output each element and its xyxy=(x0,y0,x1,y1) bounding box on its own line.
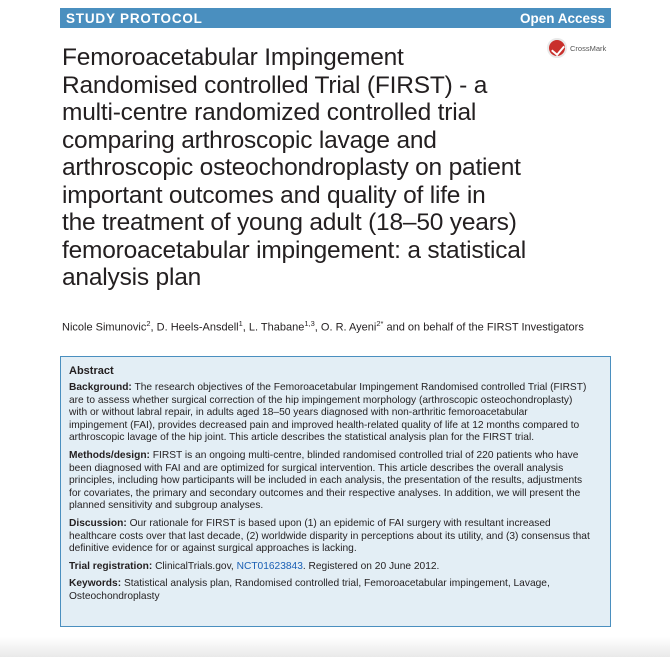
page-bottom-shadow xyxy=(0,637,670,657)
abstract-methods xyxy=(69,450,603,513)
author-affiliation: 2* xyxy=(376,319,384,328)
section-label: Methods/design: xyxy=(69,449,150,461)
abstract-registration xyxy=(69,561,603,574)
abstract-background xyxy=(69,382,603,445)
section-label: Trial registration: xyxy=(69,560,153,572)
text-line: Statistical analysis plan, Randomised controlled trial, Femoroacetabular impingement, Lavage, xyxy=(123,578,550,590)
text-line: impingement (FAI), provides decreased pain and improved health-related quality of life at 12 months compared to xyxy=(69,419,580,431)
article-type-banner xyxy=(60,8,611,28)
author-affiliation: 1 xyxy=(238,319,243,328)
author-group: and on behalf of the FIRST Investigators xyxy=(386,321,584,334)
title-line: Femoroacetabular Impingement xyxy=(62,44,404,71)
author-name[interactable]: D. Heels-Ansdell xyxy=(156,321,239,334)
text-line: principles, including how participants will be included in each analysis, the presentation of the results, adjustments xyxy=(69,475,583,487)
text-line: planned sensitivity and subgroup analyses. xyxy=(69,500,264,512)
article-title xyxy=(62,44,582,292)
author-name[interactable]: O. R. Ayeni xyxy=(320,321,377,334)
title-line: the treatment of young adult (18–50 years) xyxy=(62,209,517,236)
open-access-label: Open Access xyxy=(519,10,605,26)
crossmark-label: CrossMark xyxy=(570,43,607,53)
title-line: arthroscopic osteochondroplasty on patient xyxy=(62,154,521,181)
text-line: The research objectives of the Femoroacetabular Impingement Randomised controlled Trial (FIRST) xyxy=(134,382,587,393)
abstract-heading: Abstract xyxy=(69,365,114,377)
trial-registration-link[interactable]: NCT01623843 xyxy=(236,560,303,572)
abstract-keywords xyxy=(69,578,603,603)
text-line: FIRST is an ongoing multi-centre, blinded randomised controlled trial of 220 patients who have xyxy=(152,449,579,461)
title-line: comparing arthroscopic lavage and xyxy=(62,126,437,154)
abstract-box xyxy=(60,356,611,627)
author-affiliation: 2 xyxy=(146,319,151,328)
section-label: Background: xyxy=(69,382,132,393)
title-line: analysis plan xyxy=(62,264,202,291)
author-name[interactable]: Nicole Simunovic xyxy=(62,321,147,334)
author-affiliation: 1,3 xyxy=(304,319,315,328)
section-label: Keywords: xyxy=(69,578,122,590)
text-line: arthroscopic lavage of the hip joint. This article describes the statistical analysis plan for the FIRST trial. xyxy=(69,432,535,444)
text-line: for covariates, the primary and secondary outcomes and their respective analyses. In addition, we will present the xyxy=(69,487,581,499)
author-list: Nicole Simunovic$^2$, D. Heels-Ansdell$^1$, L. Thabane$^{1,3}$, O. R. Ayeni$^{2*}$ and on behalf of the FIRST Investigators xyxy=(62,319,584,334)
text-line: definitive evidence for or against surgical approaches is lacking. xyxy=(69,543,357,555)
text-line: with or without labral repair, in adults aged 18–50 years diagnosed with non-arthritic femoroacetabular xyxy=(69,407,528,419)
title-line: important outcomes and quality of life in xyxy=(62,181,486,209)
author-name[interactable]: L. Thabane xyxy=(248,321,305,334)
text-line: are to assess whether surgical correction of the hip impingement morphology (arthroscopic osteochondroplasty) xyxy=(69,394,573,406)
title-line: Randomised controlled Trial (FIRST) - a xyxy=(62,71,488,99)
text-line: healthcare costs over that last decade, (2) worldwide disparity in perceptions about its utility, and (3) consensus that xyxy=(69,530,590,542)
text-line: been diagnosed with FAI and are optimized for surgical intervention. This article describes the overall analysis xyxy=(69,462,564,474)
registry-name: ClinicalTrials.gov, xyxy=(155,560,234,572)
text-line: Our rationale for FIRST is based upon (1) an epidemic of FAI surgery with resultant increased xyxy=(129,517,551,529)
text-line: Osteochondroplasty xyxy=(69,590,160,602)
registration-date: . Registered on 20 June 2012. xyxy=(302,560,440,572)
abstract-discussion xyxy=(69,518,603,556)
title-line: femoroacetabular impingement: a statistical xyxy=(62,236,526,264)
article-type-label: STUDY PROTOCOL xyxy=(66,10,203,26)
section-label: Discussion: xyxy=(69,517,127,529)
title-line: multi-centre randomized controlled trial xyxy=(62,99,477,126)
